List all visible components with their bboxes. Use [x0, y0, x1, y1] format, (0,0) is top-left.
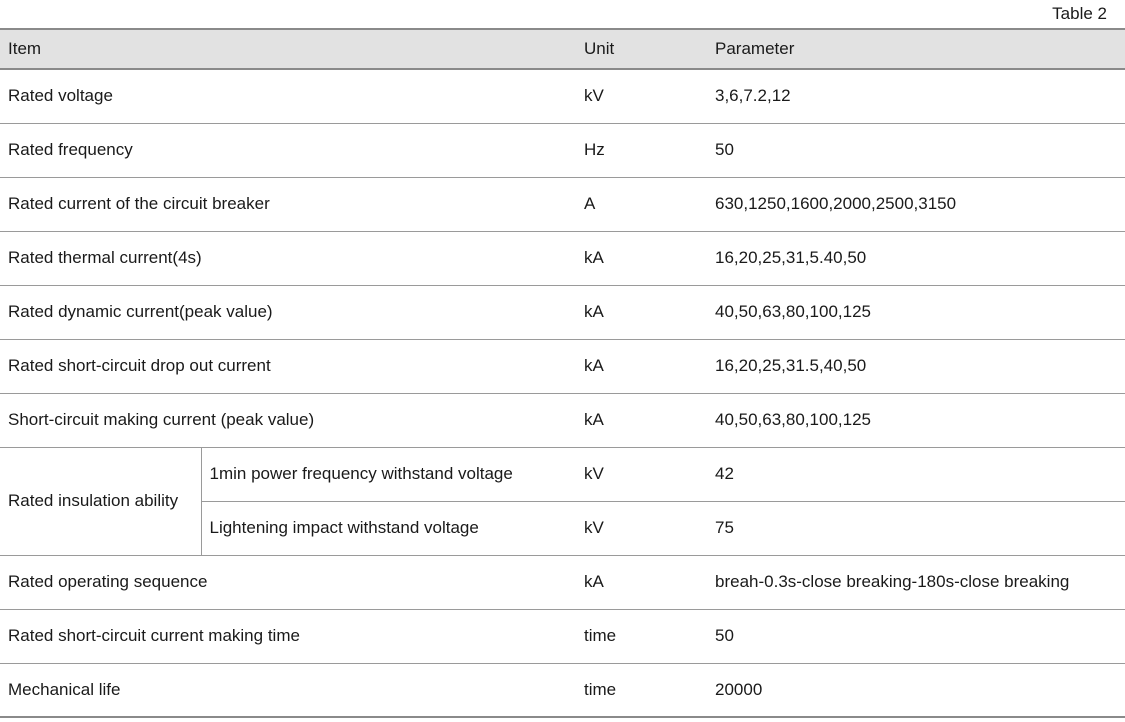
row-item: Rated frequency — [0, 123, 576, 177]
row-unit: kA — [576, 231, 707, 285]
row-unit: time — [576, 609, 707, 663]
header-parameter: Parameter — [707, 29, 1125, 69]
row-parameter: 40,50,63,80,100,125 — [707, 393, 1125, 447]
table-row — [0, 285, 1125, 339]
row-parameter: 50 — [707, 609, 1125, 663]
row-item: Rated short-circuit current making time — [0, 609, 576, 663]
row-unit: kV — [576, 69, 707, 123]
row-item: Rated voltage — [0, 69, 576, 123]
row-item: Lightening impact withstand voltage — [201, 501, 576, 555]
row-parameter: breah-0.3s-close breaking-180s-close breaking — [707, 555, 1125, 609]
row-parameter: 630,1250,1600,2000,2500,3150 — [707, 177, 1125, 231]
row-parameter: 16,20,25,31.5,40,50 — [707, 339, 1125, 393]
row-item: Short-circuit making current (peak value) — [0, 393, 576, 447]
row-unit: Hz — [576, 123, 707, 177]
row-parameter: 42 — [707, 447, 1125, 501]
table-header-row — [0, 29, 1125, 69]
table-row — [0, 123, 1125, 177]
row-parameter: 3,6,7.2,12 — [707, 69, 1125, 123]
row-parameter: 75 — [707, 501, 1125, 555]
table-row — [0, 393, 1125, 447]
row-item: Rated operating sequence — [0, 555, 576, 609]
table-row — [0, 69, 1125, 123]
row-unit: kA — [576, 285, 707, 339]
row-item: Rated dynamic current(peak value) — [0, 285, 576, 339]
row-item: Rated short-circuit drop out current — [0, 339, 576, 393]
row-unit: kV — [576, 501, 707, 555]
row-unit: A — [576, 177, 707, 231]
row-unit: kA — [576, 393, 707, 447]
row-parameter: 40,50,63,80,100,125 — [707, 285, 1125, 339]
row-parameter: 20000 — [707, 663, 1125, 717]
table-row — [0, 555, 1125, 609]
header-unit: Unit — [576, 29, 707, 69]
table-row — [0, 177, 1125, 231]
table-row-insulation — [0, 447, 1125, 501]
table-row — [0, 609, 1125, 663]
row-item: 1min power frequency withstand voltage — [201, 447, 576, 501]
row-parameter: 50 — [707, 123, 1125, 177]
row-unit: kV — [576, 447, 707, 501]
table-caption: Table 2 — [1052, 4, 1107, 23]
row-item: Rated current of the circuit breaker — [0, 177, 576, 231]
table-row — [0, 663, 1125, 717]
table-row — [0, 339, 1125, 393]
row-parameter: 16,20,25,31,5.40,50 — [707, 231, 1125, 285]
row-unit: kA — [576, 555, 707, 609]
row-unit: time — [576, 663, 707, 717]
table-row — [0, 231, 1125, 285]
row-unit: kA — [576, 339, 707, 393]
row-item: Mechanical life — [0, 663, 576, 717]
insulation-group-label: Rated insulation ability — [0, 447, 201, 555]
specification-table — [0, 28, 1125, 718]
header-item: Item — [0, 29, 576, 69]
row-item: Rated thermal current(4s) — [0, 231, 576, 285]
